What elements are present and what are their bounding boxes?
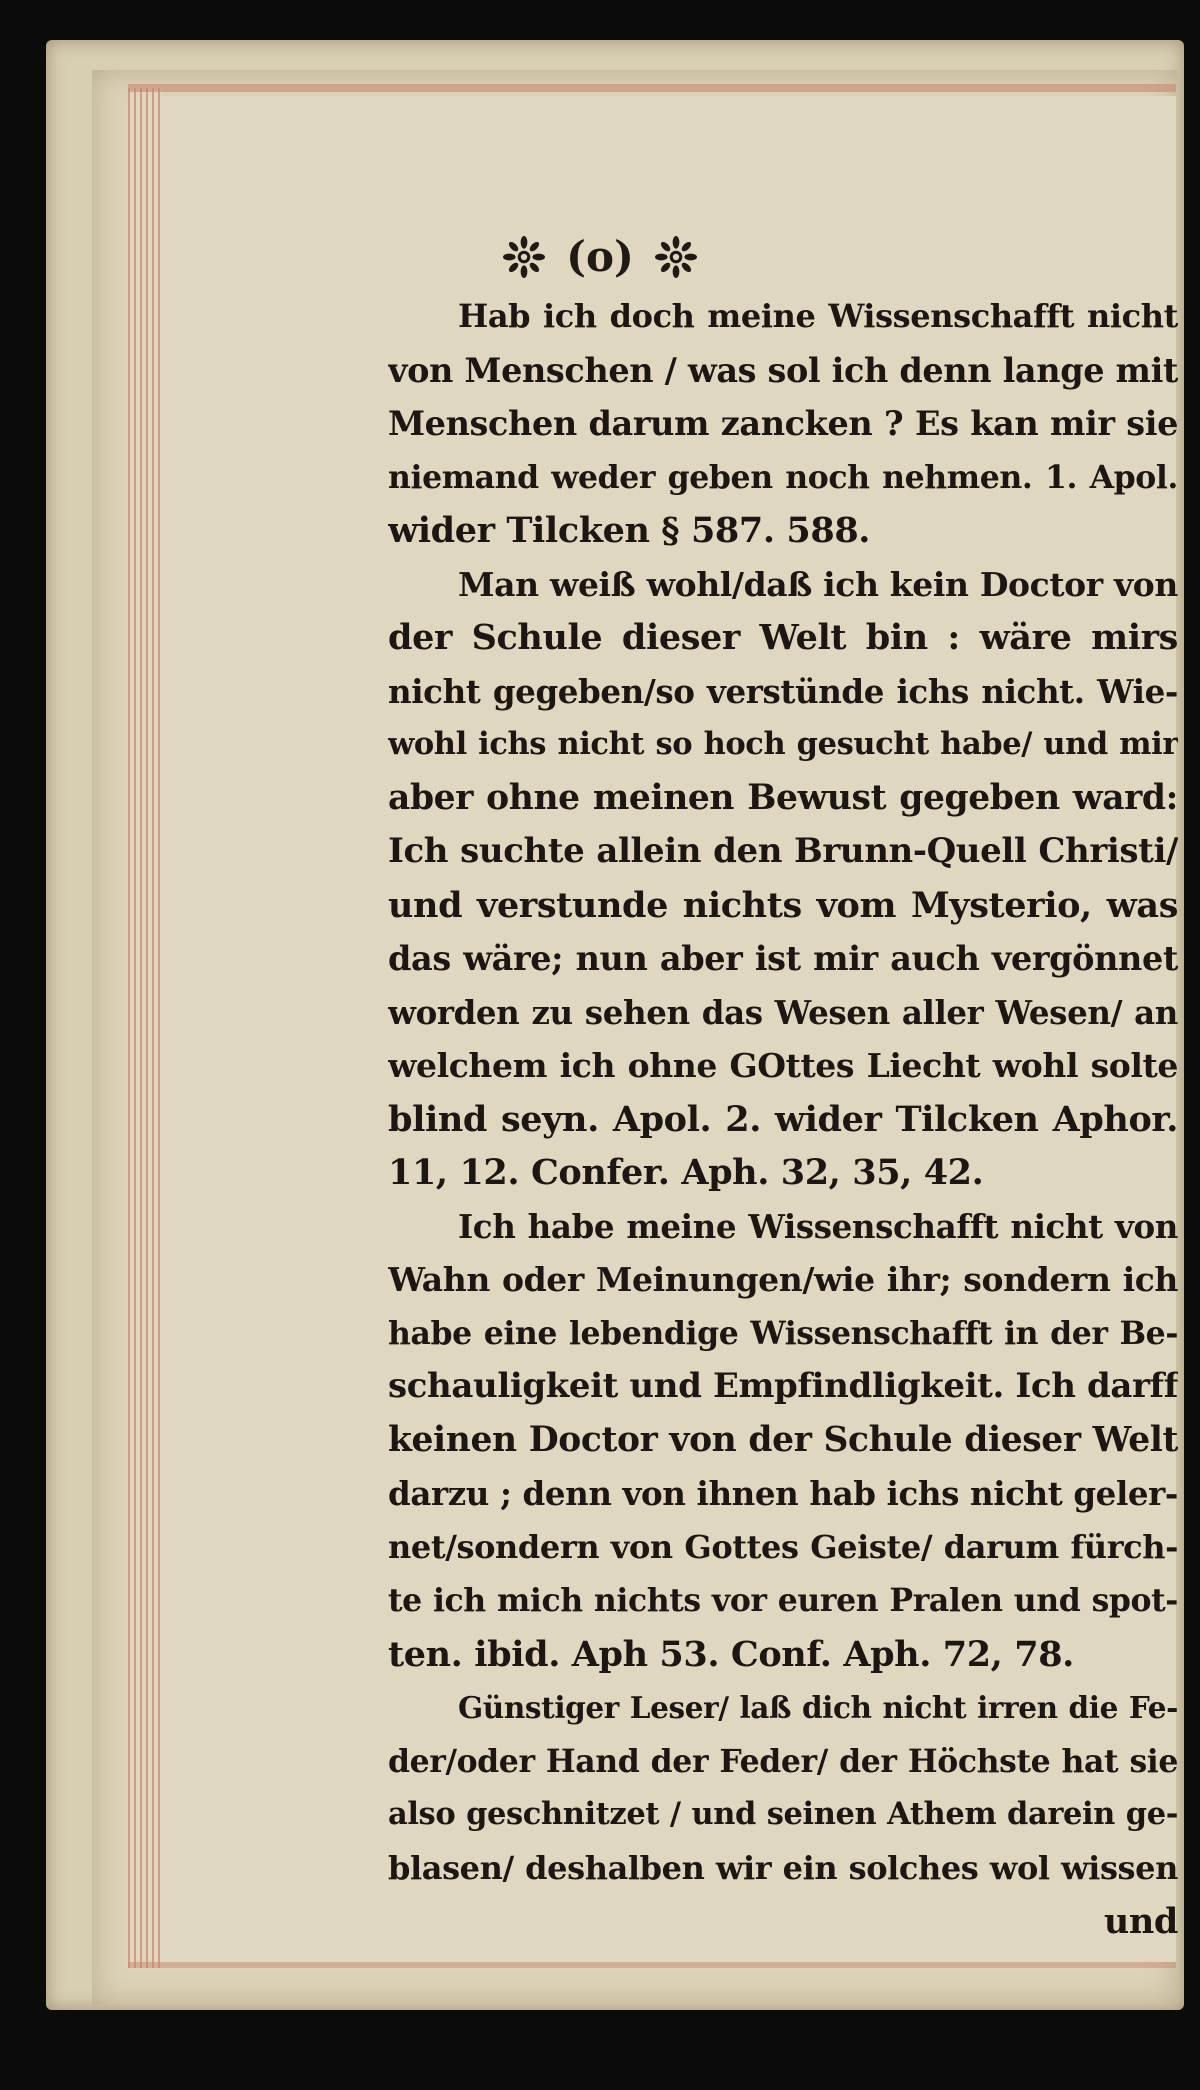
text-line: Menschen darum zancken ? Es kan mir sie	[388, 404, 1178, 443]
text-line: keinen Doctor von der Schule dieser Welt	[388, 1419, 1178, 1460]
text-line: habe eine lebendige Wissenschafft in der Be-	[388, 1314, 1178, 1352]
text-line: worden zu sehen das Wesen aller Wesen/ an	[388, 992, 1178, 1032]
text-line: Hab ich doch meine Wissenschafft nicht	[458, 297, 1178, 335]
text-line: net/sondern von Gottes Geiste/ darum fürch-	[388, 1527, 1178, 1566]
text-line: blasen/ deshalben wir ein solches wol wissen	[388, 1848, 1178, 1887]
text-line: der Schule dieser Welt bin : wäre mirs	[388, 617, 1178, 658]
text-line: darzu ; denn von ihnen hab ichs nicht geler-	[388, 1474, 1178, 1513]
catchword: und	[1103, 1901, 1178, 1942]
text-line: aber ohne meinen Bewust gegeben ward:	[388, 777, 1178, 818]
body-text	[388, 290, 1178, 1949]
text-line: blind seyn. Apol. 2. wider Tilcken Aphor.	[388, 1098, 1178, 1140]
text-line: nicht gegeben/so verstünde ichs nicht. Wie-	[388, 671, 1178, 711]
flower-ornament-icon	[655, 236, 697, 278]
page-header	[0, 228, 1200, 288]
text-line: Ich habe meine Wissenschafft nicht von	[458, 1206, 1178, 1246]
text-line: ten. ibid. Aph 53. Conf. Aph. 72, 78.	[388, 1633, 1074, 1675]
page-edge-bottom	[128, 1962, 1176, 1968]
text-line: also geschnitzet / und seinen Athem darein ge-	[388, 1796, 1178, 1832]
page-number: (o)	[566, 232, 634, 281]
text-line: von Menschen / was sol ich denn lange mit	[388, 350, 1178, 390]
text-line: Wahn oder Meinungen/wie ihr; sondern ich	[388, 1260, 1178, 1299]
text-line: Günstiger Leser/ laß dich nicht irren die Fe-	[458, 1690, 1178, 1725]
text-line: schauligkeit und Empfindligkeit. Ich darff	[388, 1366, 1178, 1406]
text-line: niemand weder geben noch nehmen. 1. Apol.	[388, 458, 1178, 496]
text-line: wohl ichs nicht so hoch gesucht habe/ und mir	[388, 726, 1178, 762]
text-line: Man weiß wohl/daß ich kein Doctor von	[458, 564, 1178, 604]
flower-ornament-icon	[503, 236, 545, 278]
text-line: das wäre; nun aber ist mir auch vergönnet	[388, 939, 1178, 978]
text-line: der/oder Hand der Feder/ der Höchste hat sie	[388, 1742, 1178, 1780]
text-line: wider Tilcken § 587. 588.	[388, 510, 871, 551]
page-edges	[128, 88, 162, 1968]
text-line: te ich mich nichts vor euren Pralen und spot-	[388, 1582, 1178, 1619]
text-line: Ich suchte allein den Brunn-Quell Christi/	[388, 831, 1178, 871]
text-line: welchem ich ohne GOttes Liecht wohl solte	[388, 1046, 1178, 1085]
text-line: und verstunde nichts vom Mysterio, was	[388, 884, 1178, 926]
text-line: 11, 12. Confer. Aph. 32, 35, 42.	[388, 1152, 984, 1193]
page-edge-top	[128, 84, 1176, 92]
